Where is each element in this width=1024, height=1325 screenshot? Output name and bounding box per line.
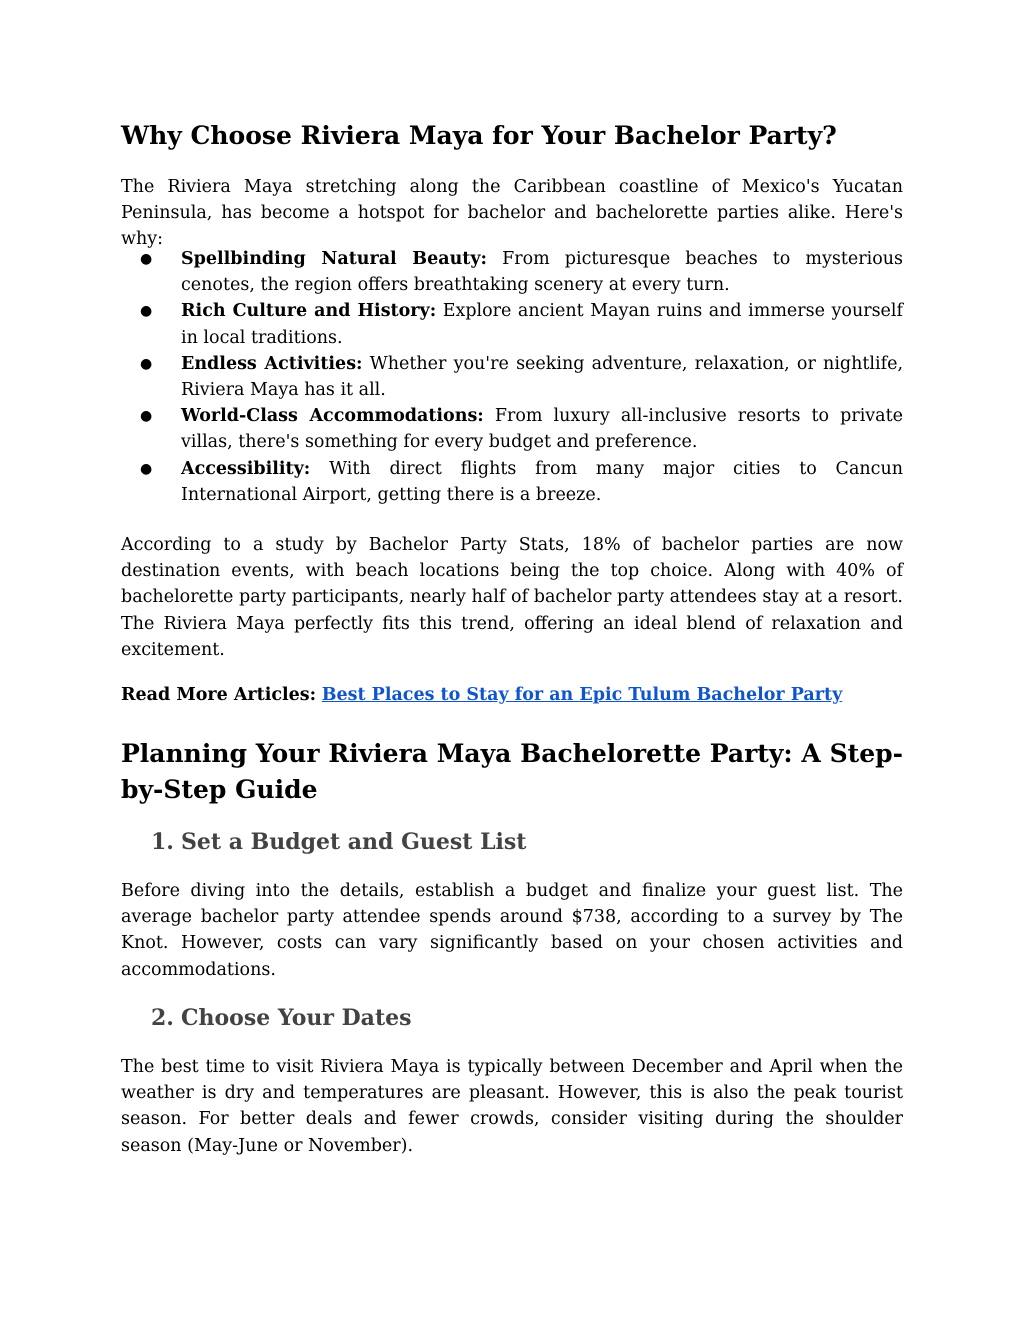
list-item: [121, 246, 903, 298]
stats-paragraph: According to a study by Bachelor Party Stats, 18% of bachelor parties are now destination events, with beach locations being the top choice. Along with 40% of bachelorette party participants, nearly half of bachelor party attendees stay at a resort. The Riviera Maya perfectly fits this trend, offering an ideal blend of relaxation and excitement.: [121, 535, 903, 660]
list-item: [121, 456, 903, 508]
list-item-label: Accessibility:: [181, 458, 311, 479]
list-item-label: World-Class Accommodations:: [181, 406, 484, 427]
intro-paragraph: The Riviera Maya stretching along the Caribbean coastline of Mexico's Yucatan Peninsula, has become a hotspot for bachelor and bachelorette parties alike. Here's why:: [121, 177, 903, 250]
step-number: 1.: [151, 829, 174, 855]
list-item-text: Whether you're seeking adventure, relaxation, or nightlife, Riviera Maya has it all.: [181, 353, 904, 401]
read-more-label: Read More Articles:: [121, 685, 317, 705]
step-title: Choose Your Dates: [181, 1005, 412, 1031]
list-item-label: Endless Activities:: [181, 353, 363, 374]
list-item-text: From luxury all-inclusive resorts to private villas, there's something for every budget and preference.: [181, 406, 903, 453]
section-title-why-choose: Why Choose Riviera Maya for Your Bachelor Party?: [121, 121, 837, 150]
read-more-line: [121, 682, 842, 708]
bullet-icon: ●: [140, 303, 153, 320]
list-item-text: With direct flights from many major cities to Cancun International Airport, getting there is a breeze.: [181, 458, 903, 505]
bullet-icon: ●: [140, 251, 153, 267]
bullet-icon: ●: [140, 355, 153, 372]
read-more-link[interactable]: Best Places to Stay for an Epic Tulum Bachelor Party: [321, 685, 843, 705]
list-item-label: Rich Culture and History:: [181, 301, 437, 322]
list-item-label: Spellbinding Natural Beauty:: [181, 249, 487, 269]
list-item: [121, 298, 903, 350]
list-item-text: Explore ancient Mayan ruins and immerse yourself in local traditions.: [181, 301, 903, 348]
bullet-icon: ●: [140, 408, 153, 425]
budget-paragraph: Before diving into the details, establish a budget and finalize your guest list. The average bachelor party attendee spends around $738, according to a survey by The Knot. However, costs can vary significantly based on your chosen activities and accommodations.: [121, 881, 903, 980]
section-title-planning: Planning Your Riviera Maya Bachelorette Party: A Step-by-Step Guide: [121, 739, 903, 804]
step-title: Set a Budget and Guest List: [181, 829, 527, 855]
list-item: [121, 351, 903, 403]
dates-paragraph: The best time to visit Riviera Maya is typically between December and April when the weather is dry and temperatures are pleasant. However, this is also the peak tourist season. For better deals and fewer crowds, consider visiting during the shoulder season (May-June or November).: [121, 1057, 903, 1156]
list-item-text: From picturesque beaches to mysterious cenotes, the region offers breathtaking scenery at every turn.: [181, 249, 903, 296]
step-heading-budget: [151, 827, 526, 857]
reasons-list: [121, 246, 903, 508]
step-number: 2.: [151, 1005, 174, 1031]
list-item: [121, 403, 903, 455]
step-heading-dates: [151, 1003, 411, 1033]
bullet-icon: ●: [140, 460, 153, 477]
